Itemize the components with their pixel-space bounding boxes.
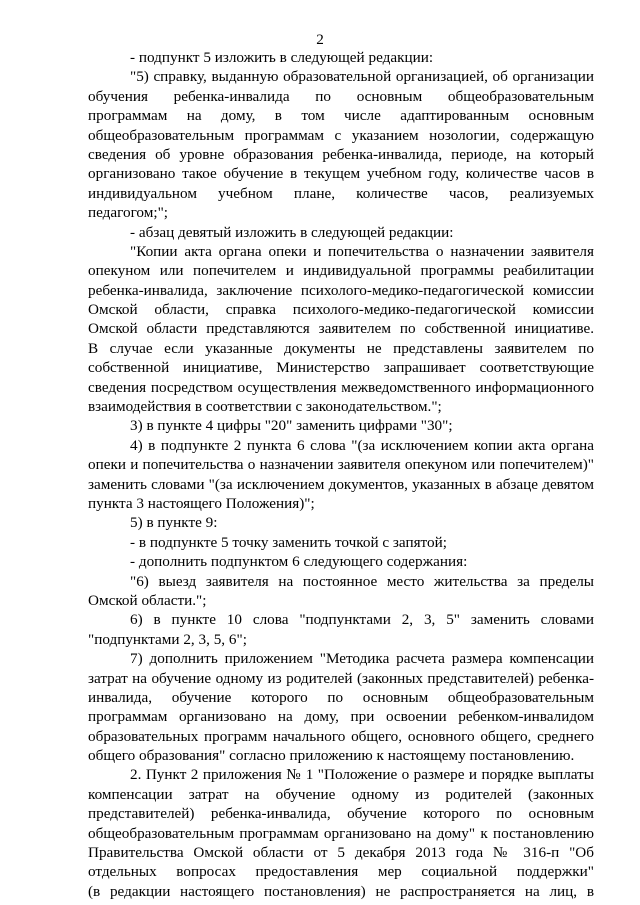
text-line: (в редакции настоящего постановления) не распространяется на лиц, в xyxy=(88,882,594,900)
text-line: компенсации затрат на обучение одному из родителей (законных xyxy=(88,785,594,803)
text-line: организовано такое обучение в текущем учебном году, количестве часов в xyxy=(88,165,594,183)
text-line: педагогом;"; xyxy=(88,204,168,222)
text-line: ребенка-инвалида, заключение психолого-медико-педагогической комиссии xyxy=(88,281,594,299)
text-line: программам на дому, в том числе адаптированным основным xyxy=(88,107,594,125)
text-line: 7) дополнить приложением "Методика расчета размера компенсации xyxy=(130,650,594,668)
text-line: 4) в подпункте 2 пункта 6 слова "(за исключением копии акта органа xyxy=(130,436,594,454)
text-line: инвалида, обучение которого по основным общеобразовательным xyxy=(88,688,594,706)
text-line: заменить словами "(за исключением документов, указанных в абзаце девятом xyxy=(88,475,594,493)
text-line: 6) в пункте 10 слова "подпунктами 2, 3, 5" заменить словами xyxy=(130,611,594,629)
text-line: представителей) ребенка-инвалида, обучение которого по основным xyxy=(88,805,594,823)
text-line: 2. Пункт 2 приложения № 1 "Положение о размере и порядке выплаты xyxy=(130,766,594,784)
text-line: сведения об уровне образования ребенка-инвалида, периоде, на который xyxy=(88,145,594,163)
text-line: образовательных программ начального общего, основного общего, среднего xyxy=(88,727,594,745)
text-line: - в подпункте 5 точку заменить точкой с запятой; xyxy=(130,533,447,551)
text-line: - подпункт 5 изложить в следующей редакции: xyxy=(130,49,434,66)
text-line: сведения посредством осуществления межведомственного информационного xyxy=(88,378,594,396)
text-line: общеобразовательным программам с указанием нозологии, содержащую xyxy=(88,126,594,144)
text-line: "Копии акта органа опеки и попечительства о назначении заявителя xyxy=(130,242,594,260)
text-line: "подпунктами 2, 3, 5, 6"; xyxy=(88,630,247,648)
text-line: отдельных вопросах предоставления мер социальной поддержки" xyxy=(88,863,594,881)
text-line: "5) справку, выданную образовательной организацией, об организации xyxy=(130,68,594,86)
text-line: В случае если указанные документы не представлены заявителем по xyxy=(88,339,594,357)
page-number: 2 xyxy=(316,31,324,48)
text-line: собственной инициативе, Министерство запрашивает соответствующие xyxy=(88,359,594,377)
text-line: 5) в пункте 9: xyxy=(130,514,218,532)
text-line: - дополнить подпунктом 6 следующего содержания: xyxy=(130,553,468,571)
text-line: общего образования" согласно приложению к настоящему постановлению. xyxy=(88,747,575,765)
text-line: общеобразовательным программам организовано на дому" к постановлению xyxy=(88,824,594,842)
text-line: опекуном или попечителем и индивидуальной программы реабилитации xyxy=(88,262,594,280)
document-body xyxy=(88,48,594,901)
text-line: пункта 3 настоящего Положения)"; xyxy=(88,494,315,512)
text-line: индивидуальном учебном плане, количестве часов, реализуемых xyxy=(88,184,594,202)
text-line: взаимодействия в соответствии с законодательством."; xyxy=(88,398,442,416)
text-line: опеки и попечительства о назначении заявителя опекуном или попечителем)" xyxy=(88,456,594,474)
text-line: "6) выезд заявителя на постоянное место жительства за пределы xyxy=(130,572,594,590)
text-line: обучения ребенка-инвалида по основным общеобразовательным xyxy=(88,87,594,105)
text-line: 3) в пункте 4 цифры "20" заменить цифрами "30"; xyxy=(130,417,453,435)
text-line: затрат на обучение одному из родителей (законных представителей) ребенка- xyxy=(88,669,594,687)
text-line: Омской области, справка психолого-медико-педагогической комиссии xyxy=(88,301,594,319)
text-line: Омской области представляются заявителем по собственной инициативе. xyxy=(88,320,594,338)
text-line: программам организовано на дому, при освоении ребенком-инвалидом xyxy=(88,708,594,726)
text-line: Омской области."; xyxy=(88,591,207,609)
text-line: Правительства Омской области от 5 декабря 2013 года № 316-п "Об xyxy=(88,844,594,862)
text-line: - абзац девятый изложить в следующей редакции: xyxy=(130,223,454,241)
